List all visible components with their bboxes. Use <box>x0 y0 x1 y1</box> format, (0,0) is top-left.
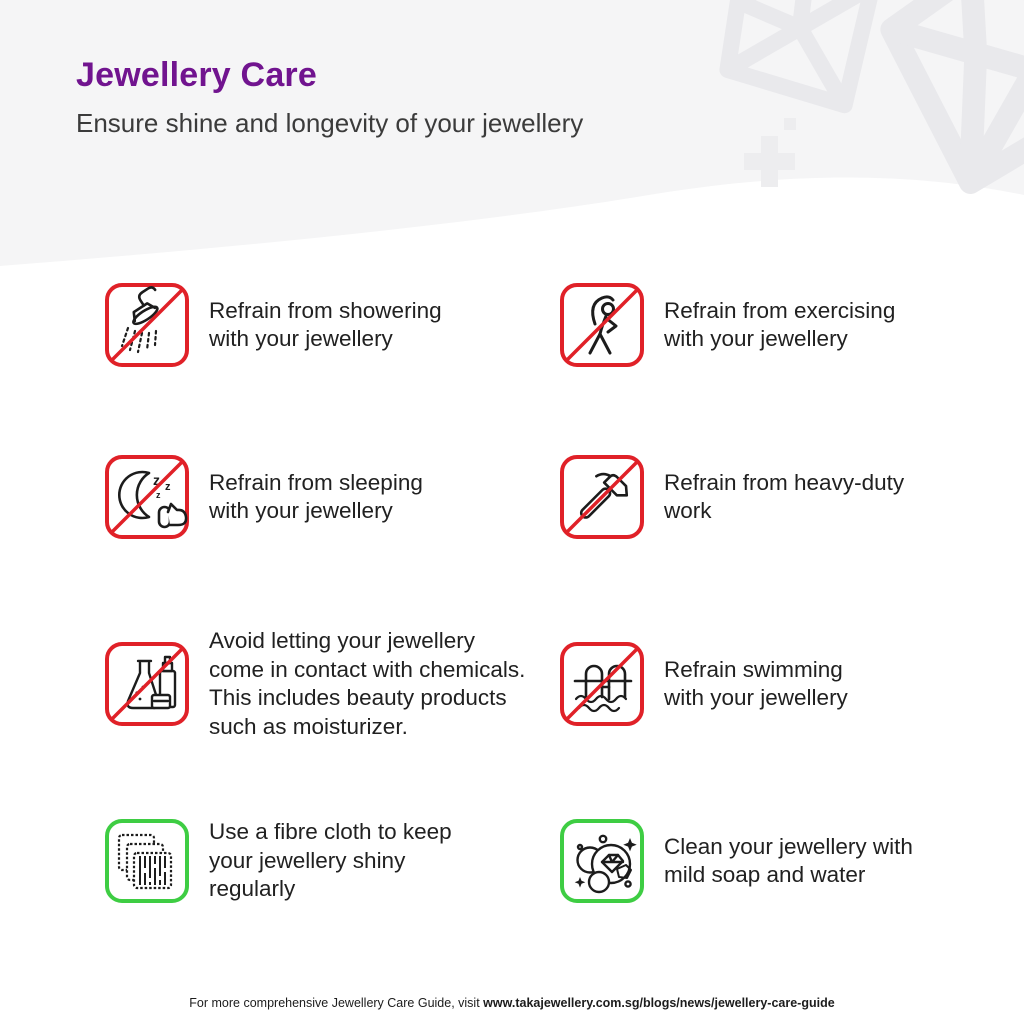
text-line: regularly <box>209 876 296 902</box>
care-item-text <box>209 818 452 904</box>
text-line: such as moisturizer. <box>209 713 408 739</box>
care-item-no-swimming <box>559 641 848 727</box>
fibre-cloth-icon <box>104 818 190 904</box>
text-line: Clean your jewellery with <box>664 833 913 859</box>
text-line: with your jewellery <box>664 685 848 710</box>
text-line: Refrain from sleeping <box>209 469 423 495</box>
no-showering-icon <box>104 282 190 368</box>
care-item-text <box>664 656 848 713</box>
care-item-no-sleeping <box>104 454 423 540</box>
care-item-text <box>209 297 442 354</box>
text-line: come in contact with chemicals. <box>209 656 526 682</box>
no-heavy-duty-icon <box>559 454 645 540</box>
care-item-soap-water <box>559 818 913 904</box>
care-item-text <box>664 469 904 526</box>
care-item-no-exercising <box>559 282 895 368</box>
text-line: Avoid letting your jewellery <box>209 628 475 653</box>
header-background <box>0 0 1024 280</box>
svg-text:z: z <box>156 490 161 500</box>
no-exercising-icon <box>559 282 645 368</box>
text-line: with your jewellery <box>664 326 848 351</box>
footer-text: For more comprehensive Jewellery Care Guide, visit <box>189 996 484 1010</box>
text-line: Refrain swimming <box>664 656 843 682</box>
text-line: mild soap and water <box>664 862 866 887</box>
care-item-text <box>209 469 423 526</box>
svg-text:z: z <box>153 472 160 488</box>
care-item-fibre-cloth <box>104 818 452 904</box>
text-line: work <box>664 498 712 523</box>
footer-note <box>0 996 1024 1010</box>
care-item-text <box>664 297 895 354</box>
text-line: with your jewellery <box>209 326 393 351</box>
care-item-text <box>209 627 525 741</box>
care-item-no-showering <box>104 282 442 368</box>
text-line: This includes beauty products <box>209 685 507 710</box>
footer-url: www.takajewellery.com.sg/blogs/news/jewellery-care-guide <box>483 996 835 1010</box>
text-line: Refrain from showering <box>209 297 442 323</box>
no-sleeping-icon <box>104 454 190 540</box>
svg-text:z: z <box>165 481 171 493</box>
soap-and-water-icon <box>559 818 645 904</box>
care-item-no-chemicals <box>104 627 525 741</box>
page-subtitle: Ensure shine and longevity of your jewellery <box>76 108 584 138</box>
no-chemicals-icon <box>104 641 190 727</box>
text-line: your jewellery shiny <box>209 847 406 873</box>
care-item-text <box>664 833 913 890</box>
text-line: with your jewellery <box>209 498 393 523</box>
text-line: Refrain from heavy-duty <box>664 469 905 495</box>
text-line: Use a fibre cloth to keep <box>209 819 452 845</box>
no-swimming-icon <box>559 641 645 727</box>
page-title: Jewellery Care <box>76 56 317 94</box>
care-item-no-heavy-duty <box>559 454 904 540</box>
text-line: Refrain from exercising <box>664 297 896 323</box>
